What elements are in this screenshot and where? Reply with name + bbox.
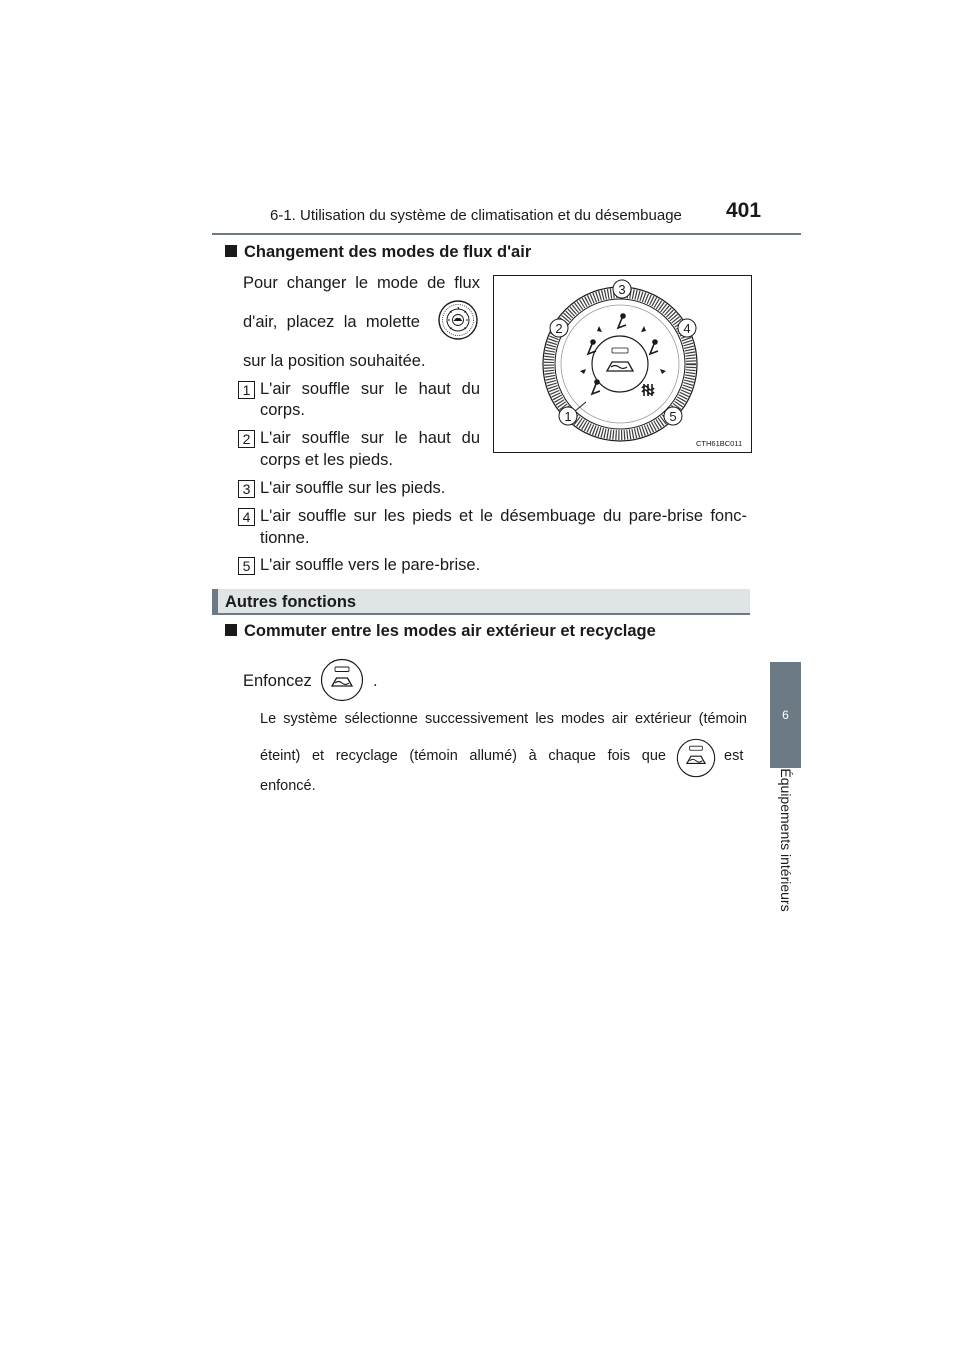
step-1-line-1: L'air souffle sur le haut du xyxy=(260,380,480,398)
square-bullet-icon xyxy=(225,624,237,636)
callout-2: 2 xyxy=(555,321,563,336)
airflow-heading-text: Changement des modes de flux d'air xyxy=(244,243,532,261)
mode-dial-icon xyxy=(438,300,478,340)
airflow-heading xyxy=(225,243,531,262)
step-2-line-2: corps et les pieds. xyxy=(260,451,393,469)
step-number: 4 xyxy=(238,508,255,526)
chapter-title-vertical xyxy=(770,768,801,912)
section-bar-underline xyxy=(212,613,750,615)
note-line-1: Le système sélectionne successivement les modes air extérieur (témoin xyxy=(260,711,747,727)
figure-code: CTH61BC011 xyxy=(696,439,743,448)
intro-line-3: sur la position souhaitée. xyxy=(243,352,426,370)
intro-line-2: d'air, placez la molette xyxy=(243,313,420,331)
note-line-2a: éteint) et recyclage (témoin allumé) à chaque fois que xyxy=(260,748,666,764)
step-2-line-1: L'air souffle sur le haut du xyxy=(260,429,480,447)
step-number: 2 xyxy=(238,430,255,448)
header-divider xyxy=(212,233,801,235)
step-5-line-1: L'air souffle vers le pare-brise. xyxy=(260,556,481,574)
header-section-title: 6-1. Utilisation du système de climatisation et du désembuage xyxy=(270,207,682,224)
callout-1: 1 xyxy=(564,409,572,424)
section-bar-accent xyxy=(212,589,218,615)
note-line-3: enfoncé. xyxy=(260,778,316,794)
callout-5: 5 xyxy=(669,409,677,424)
step-1-line-2: corps. xyxy=(260,401,305,419)
chapter-number: 6 xyxy=(782,708,789,722)
press-prefix: Enfoncez xyxy=(243,672,312,690)
press-suffix: . xyxy=(373,672,378,690)
step-number: 3 xyxy=(238,480,255,498)
step-4-line-2: tionne. xyxy=(260,529,310,547)
recirculation-button-icon xyxy=(320,658,364,702)
recirculation-button-icon xyxy=(676,738,716,778)
callout-3: 3 xyxy=(618,282,626,297)
recirculation-heading-text: Commuter entre les modes air extérieur et recyclage xyxy=(244,622,656,640)
step-number: 5 xyxy=(238,557,255,575)
callout-4: 4 xyxy=(683,321,691,336)
step-number: 1 xyxy=(238,381,255,399)
chapter-title: Équipements intérieurs xyxy=(777,768,794,912)
page-number: 401 xyxy=(726,199,762,222)
step-4-line-1: L'air souffle sur les pieds et le désembuage du pare-brise fonc- xyxy=(260,507,747,525)
recirculation-heading xyxy=(225,622,656,641)
intro-line-1: Pour changer le mode de flux xyxy=(243,274,480,292)
airflow-dial-figure xyxy=(493,275,752,453)
step-3-line-1: L'air souffle sur les pieds. xyxy=(260,479,446,497)
chapter-tab xyxy=(770,662,801,768)
note-line-2b: est xyxy=(724,748,744,764)
square-bullet-icon xyxy=(225,245,237,257)
section-bar-title: Autres fonctions xyxy=(225,593,357,611)
